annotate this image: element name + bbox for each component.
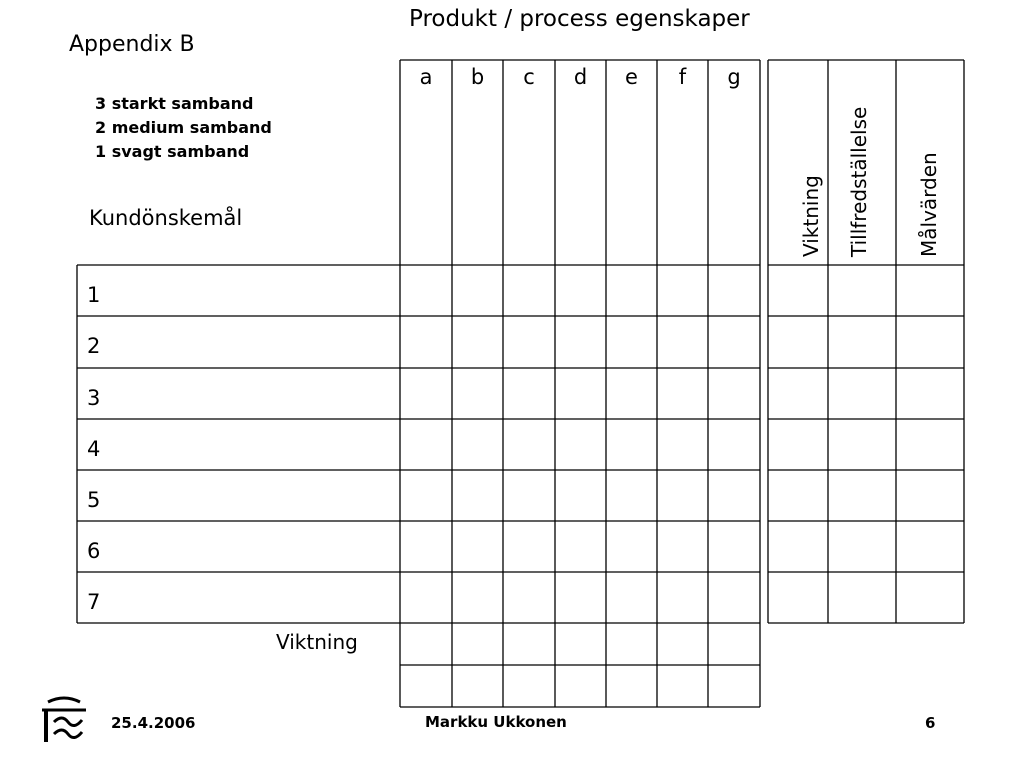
legend-item: 2 medium samband: [95, 118, 272, 137]
right-header-0: Viktning: [799, 175, 823, 257]
row-header-1: 1: [87, 283, 101, 307]
column-header-d: d: [573, 65, 588, 89]
page-number: 6: [925, 714, 936, 732]
company-logo-icon: [40, 694, 90, 746]
column-header-e: e: [625, 65, 638, 89]
column-header-b: b: [470, 65, 485, 89]
row-header-3: 3: [87, 386, 101, 410]
right-header-2: Målvärden: [917, 152, 941, 257]
column-header-a: a: [419, 65, 433, 89]
right-header-1: Tillfredställelse: [847, 106, 871, 257]
column-header-f: f: [678, 65, 687, 89]
row-header-6: 6: [87, 539, 101, 563]
row-header-4: 4: [87, 437, 101, 461]
legend-item: 1 svagt samband: [95, 142, 250, 161]
column-header-g: g: [727, 65, 741, 89]
weighting-row-label: Viktning: [276, 630, 358, 654]
row-header-7: 7: [87, 590, 101, 614]
appendix-label: Appendix B: [69, 32, 195, 57]
slide-title: Produkt / process egenskaper: [409, 6, 750, 32]
row-header-5: 5: [87, 488, 101, 512]
column-header-c: c: [523, 65, 535, 89]
footer-author: Markku Ukkonen: [425, 713, 567, 731]
legend-item: 3 starkt samband: [95, 94, 254, 113]
footer-date: 25.4.2006: [111, 714, 196, 732]
customer-goals-label: Kundönskemål: [89, 206, 243, 230]
row-header-2: 2: [87, 334, 101, 358]
